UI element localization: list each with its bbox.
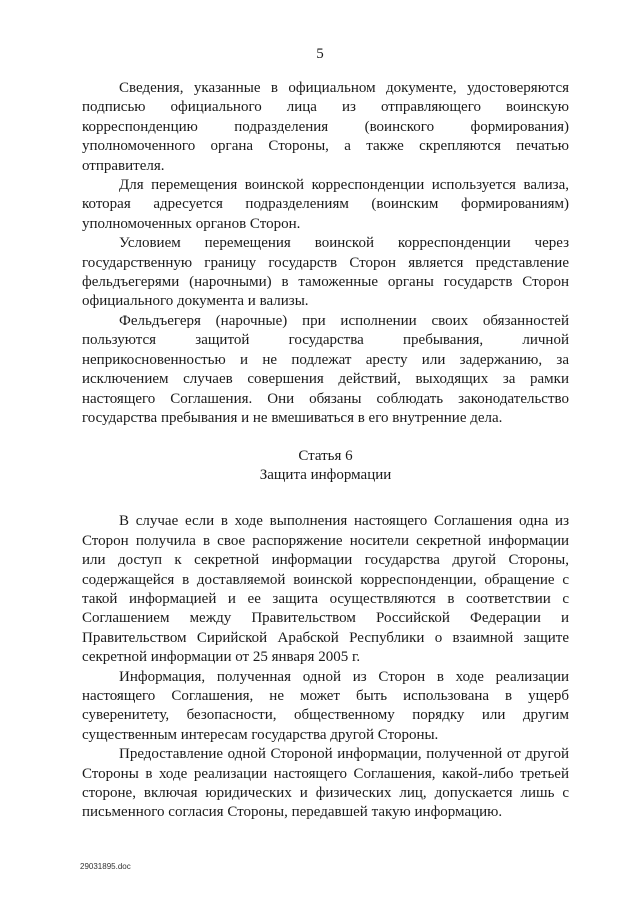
paragraph: В случае если в ходе выполнения настоящего Соглашения одна из Сторон получила в свое распоряжение носители секретной информации или доступ к секретной информации государства другой Стороны, содержащейся в доставляемой воинской корреспонденции, обращение с такой информацией и ее защита осуществляются в соответствии с Соглашением между Правительством Российской Федерации и Правительством Сирийской Арабской Республики о взаимной защите секретной информации от 25 января 2005 г. [82, 513, 569, 666]
paragraph: Информация, полученная одной из Сторон в ходе реализации настоящего Соглашения, не может быть использована в ущерб суверенитету, безопасности, общественному порядку или другим существенным интересам государства другой Стороны. [82, 668, 569, 743]
paragraph: Фельдъегеря (нарочные) при исполнении своих обязанностей пользуются защитой государства пребывания, личной неприкосновенностью и не подлежат аресту или задержанию, за исключением случаев совершения действий, выходящих за рамки настоящего Соглашения. Они обязаны соблюдать законодательство государства пребывания и не вмешиваться в его внутренние дела. [82, 312, 569, 426]
paragraph: Сведения, указанные в официальном документе, удостоверяются подписью официального лица из отправляющего воинскую корреспонденцию подразделения (воинского формирования) уполномоченного органа Стороны, а также скрепляются печатью отправителя. [82, 80, 569, 174]
document-body [82, 79, 569, 823]
page-number: 5 [316, 46, 324, 62]
paragraph: Предоставление одной Стороной информации, полученной от другой Стороны в ходе реализации настоящего Соглашения, какой-либо третьей стороне, включая юридических и физических лиц, допускается лишь с письменного согласия Стороны, передавшей такую информацию. [82, 746, 569, 821]
paragraph: Условием перемещения воинской корреспонденции через государственную границу государств Сторон является представление фельдъегерями (нарочными) в таможенные органы государств Сторон официального документа и вализы. [82, 235, 569, 310]
file-name-footer: 29031895.doc [80, 862, 131, 871]
article-heading [82, 447, 569, 485]
paragraph: Для перемещения воинской корреспонденции используется вализа, которая адресуется подразделениям (воинским формированиям) уполномоченных органов Сторон. [82, 177, 569, 232]
article-number: Статья 6 [298, 448, 353, 465]
article-title: Защита информации [259, 467, 392, 484]
